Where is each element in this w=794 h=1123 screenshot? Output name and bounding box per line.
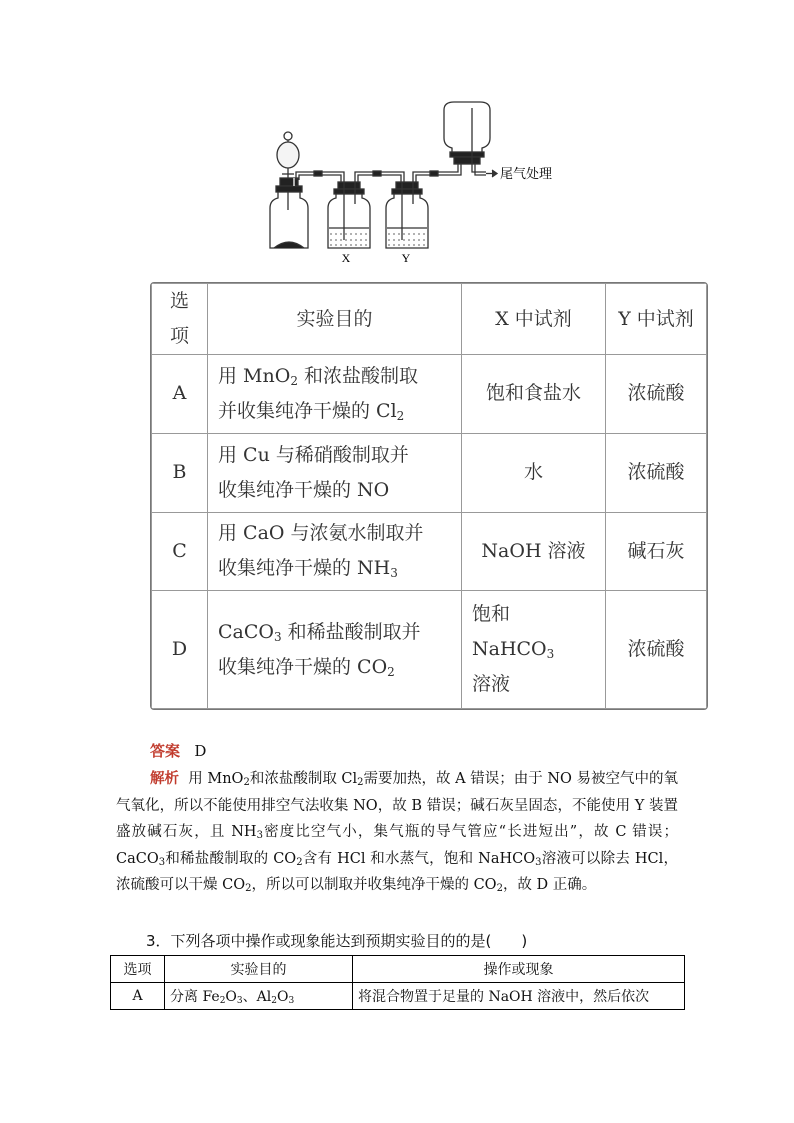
analysis-paragraph: 解析 用 MnO$_2$和浓盐酸制取 $Cl_2$需要加热，故 A 错误；由于 NO 易被空气中的氧气氧化，所以不能使用排空气法收集 NO，故 B 错误；碱石灰呈固态，不能使用 Y 装置盛放碱石灰，且 $NH_3$密度比空气小，集气瓶的导气管应“长进短出”，故 C 错误；CaCO$_3$和稀盐酸制取的 $CO_2$含有 HCl 和水蒸气，饱和 NaHCO$_3$溶液可以除去 HCl，浓硫酸可以干燥 $CO_2$，所以可以制取并收集纯净干燥的 $CO_2$，故 D 正确。 [116,770,679,894]
header-option: 选项 [152,284,208,355]
option-cell: B [152,433,208,512]
option-cell: A [111,983,165,1010]
header-y-reagent: Y 中试剂 [606,284,707,355]
generator-bottle [270,178,308,248]
experiment-table [150,282,708,710]
bottle-x [328,182,370,248]
header-x-reagent: X 中试剂 [462,284,606,355]
table-row [152,355,707,434]
table-row [111,983,685,1010]
apparatus-diagram [258,100,588,270]
option-cell: C [152,512,208,591]
separatory-funnel [277,142,299,168]
question-3-table [110,955,685,1010]
purpose-cell: 用 Cu 与稀硝酸制取并 收集纯净干燥的 NO [208,433,462,512]
table-row [152,433,707,512]
y-reagent-cell: 浓硫酸 [606,591,707,709]
header-operation: 操作或现象 [353,956,685,983]
option-cell: A [152,355,208,434]
table-header-row [152,284,707,355]
answer-value: D [194,742,207,760]
purpose-cell: CaCO$_3$ 和稀盐酸制取并 收集纯净干燥的 $CO_2$ [208,591,462,709]
x-reagent-cell: 饱和食盐水 [462,355,606,434]
x-reagent-cell: 饱和 NaHCO$_3$ 溶液 [462,591,606,709]
analysis-label: 解析 [150,770,180,787]
answer-line [150,738,206,764]
purpose-cell: 用 CaO 与浓氨水制取并 收集纯净干燥的 $NH_3$ [208,512,462,591]
header-purpose: 实验目的 [208,284,462,355]
purpose-cell: 用 MnO$_2$ 和浓盐酸制取 并收集纯净干燥的 $Cl_2$ [208,355,462,434]
x-reagent-cell: 水 [462,433,606,512]
operation-cell: 将混合物置于足量的 NaOH 溶液中，然后依次 [353,983,685,1010]
y-reagent-cell: 碱石灰 [606,512,707,591]
label-y: Y [401,251,411,265]
collection-bottle [444,102,490,164]
y-reagent-cell: 浓硫酸 [606,355,707,434]
bottle-y [386,182,428,248]
x-reagent-cell: NaOH 溶液 [462,512,606,591]
label-x: X [341,251,351,265]
tail-gas-label: 尾气处理 [500,167,553,182]
option-cell: D [152,591,208,709]
purpose-cell: 分离 $Fe_2O_3$、$Al_2O_3$ [165,983,353,1010]
table-row [152,591,707,709]
y-reagent-cell: 浓硫酸 [606,433,707,512]
header-option: 选项 [111,956,165,983]
question-3: 3．下列各项中操作或现象能达到预期实验目的的是( ) [146,932,528,950]
answer-label: 答案 [150,742,181,760]
table-row [152,512,707,591]
table-header-row [111,956,685,983]
header-purpose: 实验目的 [165,956,353,983]
